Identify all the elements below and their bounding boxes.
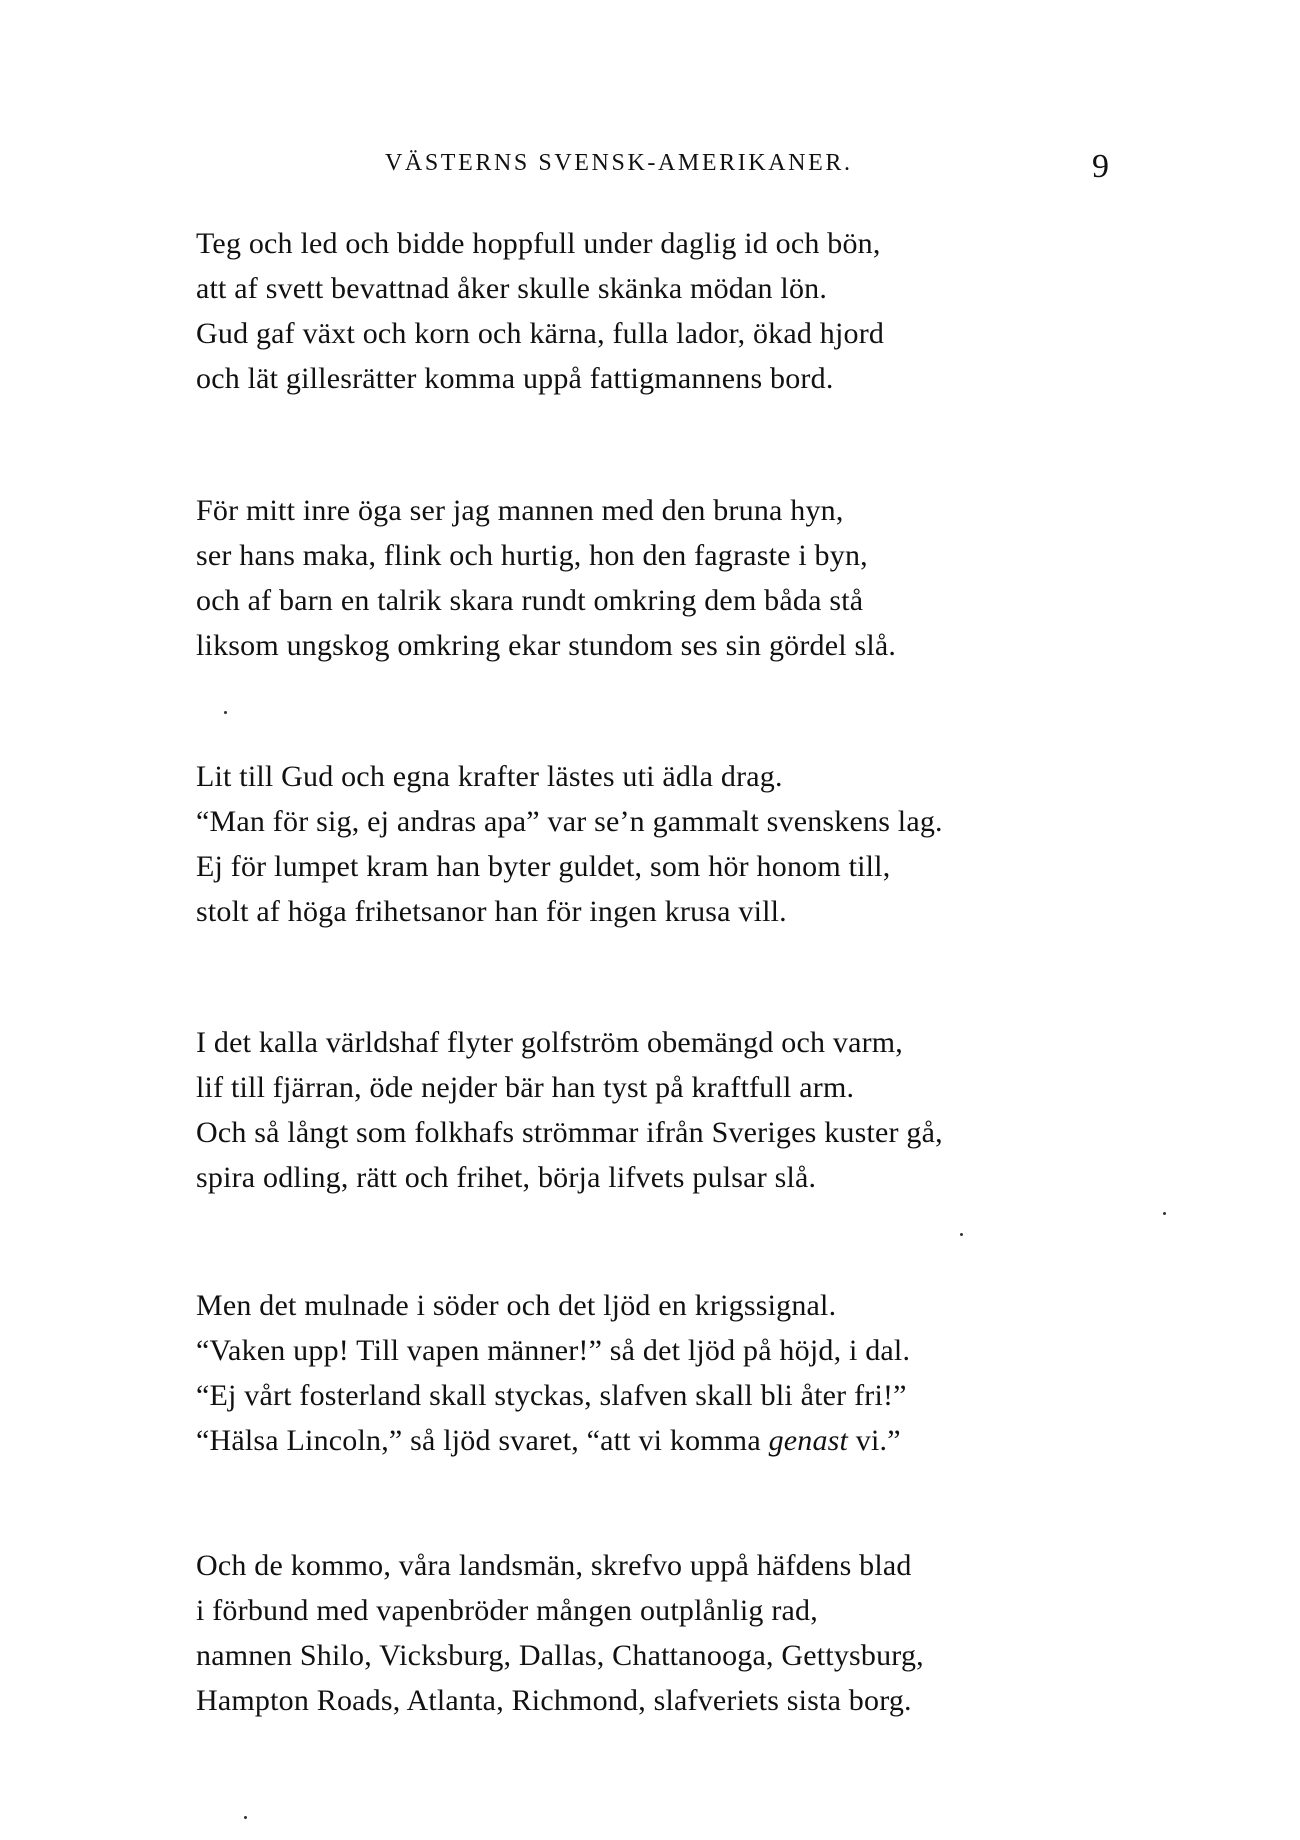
verse-line: Men det mulnade i söder och det ljöd en krigssignal. [196,1289,837,1322]
verse-line: “Man för sig, ej andras apa” var se’n gammalt svenskens lag. [196,805,943,838]
verse-line: Och så långt som folkhafs strömmar ifrån Sveriges kuster gå, [196,1116,943,1149]
verse-line: i förbund med vapenbröder mången outplånlig rad, [196,1594,818,1627]
verse-line: Teg och led och bidde hoppfull under daglig id och bön, [196,227,881,260]
verse-line: I det kalla världshaf flyter golfström obemängd och varm, [196,1026,904,1059]
stanza-6 [196,1543,1096,1723]
verse-text: vi.” [848,1424,901,1457]
verse-line: Gud gaf växt och korn och kärna, fulla lador, ökad hjord [196,317,885,350]
running-head [0,150,1300,190]
verse-line: namnen Shilo, Vicksburg, Dallas, Chattanooga, Gettysburg, [196,1639,924,1672]
verse-line: att af svett bevattnad åker skulle skänka mödan lön. [196,272,828,305]
verse-line: stolt af höga frihetsanor han för ingen krusa vill. [196,895,787,928]
verse-line: För mitt inre öga ser jag mannen med den bruna hyn, [196,494,844,527]
italic-word: genast [768,1424,849,1457]
scan-speck [244,1816,247,1819]
verse-line: lif till fjärran, öde nejder bär han tyst på kraftfull arm. [196,1071,855,1104]
scan-speck [1163,1212,1166,1215]
verse-line: Och de kommo, våra landsmän, skrefvo uppå häfdens blad [196,1549,912,1582]
verse-line: Hampton Roads, Atlanta, Richmond, slafveriets sista borg. [196,1684,912,1717]
verse-text: “Hälsa Lincoln,” så ljöd svaret, “att vi komma [196,1424,769,1457]
verse-line: spira odling, rätt och frihet, börja lifvets pulsar slå. [196,1161,817,1194]
stanza-3 [196,754,1096,934]
stanza-4 [196,1020,1096,1200]
scan-speck [224,711,227,714]
stanza-5 [196,1283,1096,1463]
running-title: VÄSTERNS SVENSK-AMERIKANER. [385,150,853,176]
stanza-2 [196,488,1096,668]
verse-line-with-italic [196,1418,1096,1463]
verse-line: och lät gillesrätter komma uppå fattigmannens bord. [196,362,834,395]
verse-line: Ej för lumpet kram han byter guldet, som hör honom till, [196,850,891,883]
scan-speck [960,1233,963,1236]
verse-line: liksom ungskog omkring ekar stundom ses sin gördel slå. [196,629,897,662]
page-number: 9 [1092,148,1109,185]
verse-line: ser hans maka, flink och hurtig, hon den fagraste i byn, [196,539,868,572]
stanza-1 [196,221,1096,401]
verse-line: Lit till Gud och egna krafter lästes uti ädla drag. [196,760,783,793]
verse-line: “Ej vårt fosterland skall styckas, slafven skall bli åter fri!” [196,1379,907,1412]
verse-line: och af barn en talrik skara rundt omkring dem båda stå [196,584,864,617]
verse-line: “Vaken upp! Till vapen männer!” så det ljöd på höjd, i dal. [196,1334,911,1367]
